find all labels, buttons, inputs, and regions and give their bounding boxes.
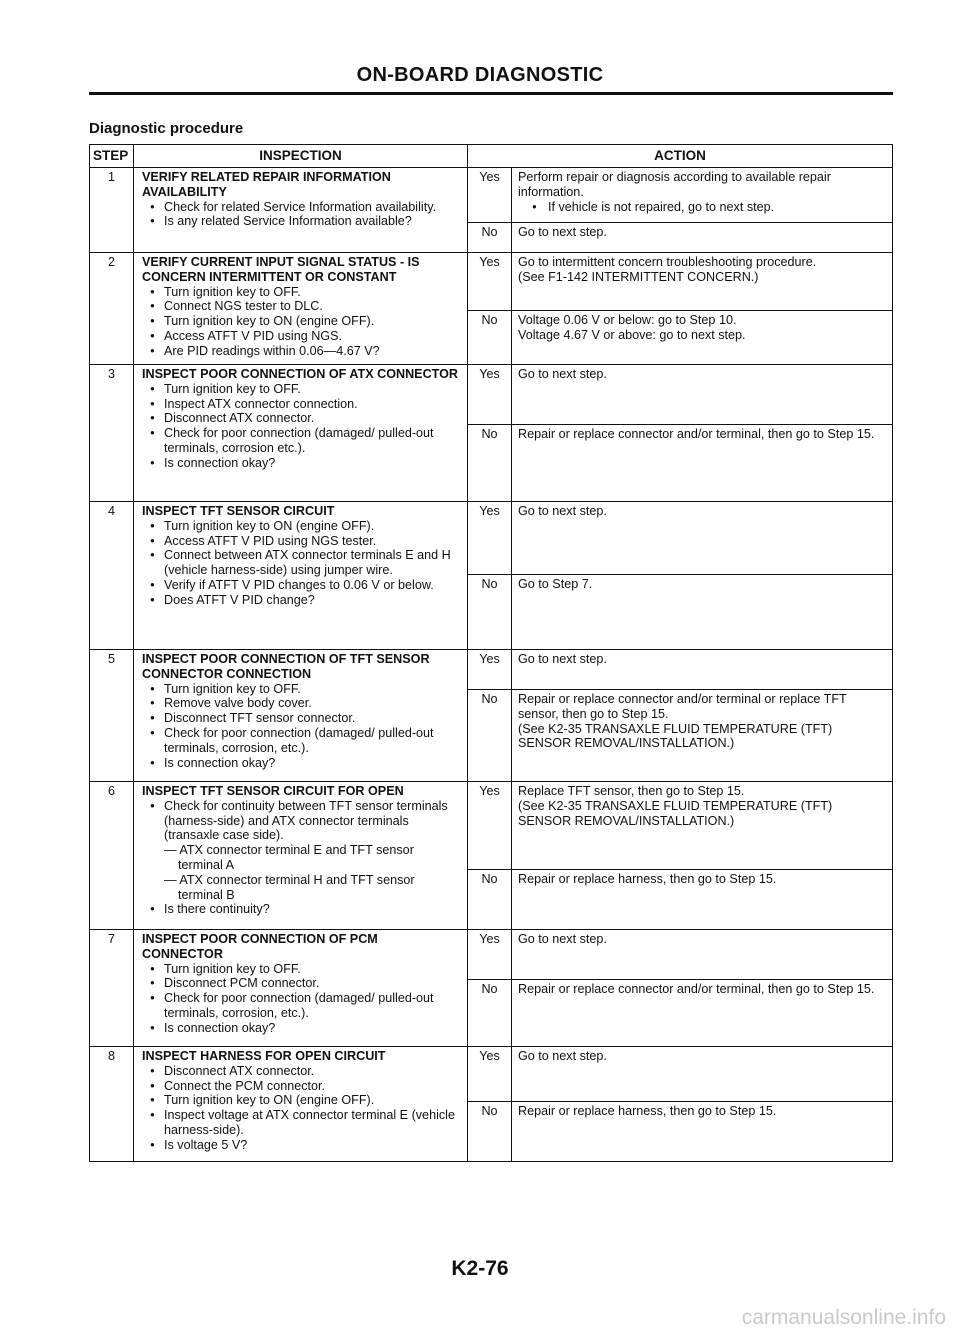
header-inspection: INSPECTION bbox=[134, 145, 468, 168]
step-number: 4 bbox=[90, 502, 134, 650]
inspection-bullet: ● Remove valve body cover. bbox=[142, 696, 461, 711]
yes-action: Go to next step. bbox=[512, 930, 893, 980]
inspection-bullet: ● Turn ignition key to ON (engine OFF). bbox=[142, 314, 461, 329]
yes-label: Yes bbox=[468, 1047, 512, 1102]
step-number: 3 bbox=[90, 365, 134, 502]
inspection-bullet: ● Disconnect TFT sensor connector. bbox=[142, 711, 461, 726]
inspection-title: VERIFY CURRENT INPUT SIGNAL STATUS - IS CONCERN INTERMITTENT OR CONSTANT bbox=[142, 255, 420, 284]
action-text: Voltage 4.67 V or above: go to next step. bbox=[518, 327, 746, 342]
inspection-bullet: ● Check for poor connection (damaged/ pulled-out terminals, corrosion, etc.). bbox=[142, 991, 461, 1021]
page-title: ON-BOARD DIAGNOSTIC bbox=[356, 64, 604, 86]
action-reference: (See F1-142 INTERMITTENT CONCERN.) bbox=[518, 269, 759, 284]
watermark: carmanualsonline.info bbox=[741, 1306, 946, 1329]
no-action: Repair or replace harness, then go to Step 15. bbox=[512, 870, 893, 930]
inspection-bullet: ● Is there continuity? bbox=[142, 902, 461, 917]
inspection-bullet: ● Is any related Service Information available? bbox=[142, 214, 461, 229]
no-action: Repair or replace harness, then go to Step 15. bbox=[512, 1102, 893, 1162]
table-row bbox=[90, 1047, 893, 1102]
title-divider bbox=[89, 92, 893, 95]
inspection-bullet: ● Are PID readings within 0.06—4.67 V? bbox=[142, 344, 461, 359]
inspection-bullet: ● Is voltage 5 V? bbox=[142, 1138, 461, 1153]
inspection-title: INSPECT POOR CONNECTION OF PCM CONNECTOR bbox=[142, 932, 378, 961]
action-reference: (See K2-35 TRANSAXLE FLUID TEMPERATURE (TFT) SENSOR REMOVAL/INSTALLATION.) bbox=[518, 721, 833, 751]
inspection-bullet: ● Check for poor connection (damaged/ pulled-out terminals, corrosion, etc.). bbox=[142, 726, 461, 756]
inspection-bullet: ● Turn ignition key to OFF. bbox=[142, 962, 461, 977]
inspection-bullet: ● Turn ignition key to ON (engine OFF). bbox=[142, 519, 461, 534]
inspection-bullet: ● Disconnect PCM connector. bbox=[142, 976, 461, 991]
inspection-bullet: ● Is connection okay? bbox=[142, 1021, 461, 1036]
inspection-bullet: ● Connect the PCM connector. bbox=[142, 1079, 461, 1094]
inspection-cell bbox=[134, 502, 468, 650]
no-action: Repair or replace connector and/or terminal, then go to Step 15. bbox=[512, 980, 893, 1047]
table-row bbox=[90, 502, 893, 575]
action-bullet: ● If vehicle is not repaired, go to next step. bbox=[518, 200, 886, 215]
inspection-bullet: ● Verify if ATFT V PID changes to 0.06 V or below. bbox=[142, 578, 461, 593]
table-row bbox=[90, 365, 893, 425]
yes-label: Yes bbox=[468, 930, 512, 980]
action-text: Repair or replace connector and/or terminal or replace TFT sensor, then go to Step 15. bbox=[518, 692, 847, 721]
yes-action: Go to next step. bbox=[512, 1047, 893, 1102]
no-action: Repair or replace connector and/or terminal, then go to Step 15. bbox=[512, 425, 893, 502]
yes-action: Go to next step. bbox=[512, 502, 893, 575]
inspection-cell bbox=[134, 365, 468, 502]
inspection-bullet: ● Check for continuity between TFT sensor terminals (harness-side) and ATX connector terminals (transaxle case side). bbox=[142, 799, 461, 843]
inspection-title: VERIFY RELATED REPAIR INFORMATION AVAILABILITY bbox=[142, 170, 391, 199]
diagnostic-procedure-table bbox=[89, 144, 893, 1162]
inspection-bullet: ● Check for related Service Information availability. bbox=[142, 200, 461, 215]
yes-label: Yes bbox=[468, 782, 512, 870]
no-label: No bbox=[468, 870, 512, 930]
step-number: 8 bbox=[90, 1047, 134, 1162]
yes-action bbox=[512, 253, 893, 311]
inspection-cell bbox=[134, 930, 468, 1047]
inspection-bullet: ● Connect NGS tester to DLC. bbox=[142, 299, 461, 314]
inspection-bullet: ● Disconnect ATX connector. bbox=[142, 411, 461, 426]
inspection-title: INSPECT HARNESS FOR OPEN CIRCUIT bbox=[142, 1049, 386, 1063]
yes-action bbox=[512, 168, 893, 223]
table-row bbox=[90, 168, 893, 223]
yes-label: Yes bbox=[468, 650, 512, 690]
inspection-bullet: ● Access ATFT V PID using NGS. bbox=[142, 329, 461, 344]
no-label: No bbox=[468, 575, 512, 650]
step-number: 2 bbox=[90, 253, 134, 365]
table-row bbox=[90, 253, 893, 311]
no-action bbox=[512, 311, 893, 365]
inspection-title: INSPECT POOR CONNECTION OF TFT SENSOR CONNECTOR CONNECTION bbox=[142, 652, 430, 681]
inspection-cell bbox=[134, 782, 468, 930]
inspection-title: INSPECT TFT SENSOR CIRCUIT FOR OPEN bbox=[142, 784, 404, 798]
action-text: Replace TFT sensor, then go to Step 15. bbox=[518, 784, 745, 798]
inspection-bullet: ● Connect between ATX connector terminals E and H (vehicle harness-side) using jumper wire. bbox=[142, 548, 461, 578]
page-number: K2-76 bbox=[451, 1257, 509, 1280]
no-label: No bbox=[468, 690, 512, 782]
no-label: No bbox=[468, 980, 512, 1047]
inspection-bullet: ● Disconnect ATX connector. bbox=[142, 1064, 461, 1079]
table-row bbox=[90, 930, 893, 980]
step-number: 1 bbox=[90, 168, 134, 253]
step-number: 5 bbox=[90, 650, 134, 782]
action-text: Voltage 0.06 V or below: go to Step 10. bbox=[518, 313, 737, 327]
no-label: No bbox=[468, 1102, 512, 1162]
table-row bbox=[90, 782, 893, 870]
inspection-sub-item: terminal B bbox=[178, 887, 235, 902]
no-action: Go to Step 7. bbox=[512, 575, 893, 650]
no-action bbox=[512, 690, 893, 782]
no-action: Go to next step. bbox=[512, 223, 893, 253]
inspection-bullet: ● Turn ignition key to OFF. bbox=[142, 285, 461, 300]
yes-label: Yes bbox=[468, 365, 512, 425]
section-title: Diagnostic procedure bbox=[89, 120, 244, 137]
no-label: No bbox=[468, 311, 512, 365]
action-text: Go to intermittent concern troubleshooting procedure. bbox=[518, 255, 817, 269]
inspection-bullet: ● Does ATFT V PID change? bbox=[142, 593, 461, 608]
header-step: STEP bbox=[90, 145, 134, 168]
yes-label: Yes bbox=[468, 168, 512, 223]
action-reference: (See K2-35 TRANSAXLE FLUID TEMPERATURE (TFT) SENSOR REMOVAL/INSTALLATION.) bbox=[518, 798, 833, 828]
inspection-bullet: ● Access ATFT V PID using NGS tester. bbox=[142, 534, 461, 549]
inspection-sub-item: — ATX connector terminal H and TFT sensor bbox=[164, 872, 415, 887]
inspection-bullet: ● Turn ignition key to OFF. bbox=[142, 682, 461, 697]
action-text: Perform repair or diagnosis according to available repair information. bbox=[518, 170, 831, 199]
inspection-bullet: ● Is connection okay? bbox=[142, 456, 461, 471]
no-label: No bbox=[468, 223, 512, 253]
no-label: No bbox=[468, 425, 512, 502]
inspection-bullet: ● Check for poor connection (damaged/ pulled-out terminals, corrosion etc.). bbox=[142, 426, 461, 456]
inspection-cell bbox=[134, 1047, 468, 1162]
table-header-row bbox=[90, 145, 893, 168]
inspection-title: INSPECT TFT SENSOR CIRCUIT bbox=[142, 504, 335, 518]
step-number: 6 bbox=[90, 782, 134, 930]
step-number: 7 bbox=[90, 930, 134, 1047]
inspection-sub-item: terminal A bbox=[178, 857, 234, 872]
inspection-title: INSPECT POOR CONNECTION OF ATX CONNECTOR bbox=[142, 367, 459, 381]
table-row bbox=[90, 650, 893, 690]
header-action: ACTION bbox=[468, 145, 893, 168]
inspection-cell bbox=[134, 168, 468, 253]
inspection-bullet: ● Inspect ATX connector connection. bbox=[142, 397, 461, 412]
inspection-bullet: ● Is connection okay? bbox=[142, 756, 461, 771]
inspection-bullet: ● Turn ignition key to OFF. bbox=[142, 382, 461, 397]
inspection-bullet: ● Inspect voltage at ATX connector terminal E (vehicle harness-side). bbox=[142, 1108, 461, 1138]
inspection-bullet: ● Turn ignition key to ON (engine OFF). bbox=[142, 1093, 461, 1108]
inspection-cell bbox=[134, 650, 468, 782]
inspection-cell bbox=[134, 253, 468, 365]
yes-label: Yes bbox=[468, 502, 512, 575]
yes-action: Go to next step. bbox=[512, 365, 893, 425]
yes-label: Yes bbox=[468, 253, 512, 311]
yes-action: Go to next step. bbox=[512, 650, 893, 690]
inspection-sub-item: — ATX connector terminal E and TFT sensor bbox=[164, 843, 414, 858]
yes-action bbox=[512, 782, 893, 870]
